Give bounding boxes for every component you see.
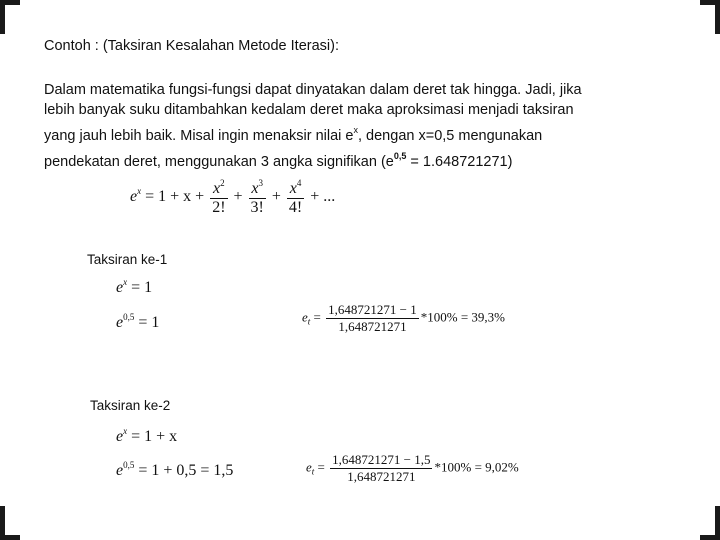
- estimate-2-label: Taksiran ke-2: [90, 398, 171, 413]
- paragraph-line-3-text-end: , dengan x=0,5 mengunakan: [358, 128, 543, 144]
- series-term-2: [210, 178, 227, 217]
- term-4-num-base: x: [289, 180, 297, 197]
- paragraph-line-3-text: yang jauh lebih baik. Misal ingin menaksir nilai e: [44, 128, 354, 144]
- corner-bottom-left-v: [0, 506, 5, 540]
- estimate-1-eq-2: [116, 312, 159, 332]
- est1-err-eq: =: [313, 309, 321, 325]
- est2-err-result: *100% = 9,02%: [434, 459, 519, 475]
- est2-err-base: e: [306, 459, 312, 475]
- intro-paragraph: [44, 80, 674, 172]
- term-3-num-sup: 3: [258, 178, 264, 188]
- paragraph-line-2: lebih banyak suku ditambahkan kedalam deret maka aproksimasi menjadi taksiran: [44, 102, 574, 118]
- est1-eq2-sup: 0,5: [123, 312, 135, 322]
- est1-err-fraction: [326, 302, 419, 335]
- est2-eq1-rhs: = 1 + x: [131, 428, 178, 445]
- series-plus-1: +: [233, 188, 243, 206]
- est2-err-eq: =: [317, 459, 325, 475]
- est2-eq2-sup: 0,5: [123, 460, 135, 470]
- est1-eq1-base: e: [116, 279, 124, 296]
- term-2-num-base: x: [213, 180, 221, 197]
- paragraph-line-3: [44, 120, 674, 146]
- corner-bottom-right-v: [715, 506, 720, 540]
- series-lhs-base: e: [130, 188, 138, 206]
- est2-err-fraction: [330, 452, 432, 485]
- paragraph-line-4-text-end: = 1.648721271): [406, 154, 513, 170]
- series-tail: + ...: [310, 188, 336, 206]
- est1-eq1-rhs: = 1: [131, 279, 153, 296]
- estimate-2-error-formula: [306, 452, 519, 485]
- est2-eq1-base: e: [116, 428, 124, 445]
- est2-err-den: 1,648721271: [330, 468, 432, 485]
- est1-err-sub: t: [307, 316, 311, 327]
- series-term-4: [287, 178, 304, 217]
- est2-eq1-sup: x: [123, 426, 128, 436]
- est1-eq2-rhs: = 1: [138, 314, 160, 331]
- estimate-2-eq-2: [116, 460, 233, 480]
- estimate-1-label: Taksiran ke-1: [87, 252, 168, 267]
- paragraph-line-4-text: pendekatan deret, menggunakan 3 angka signifikan (e: [44, 154, 394, 170]
- term-2-den: 2!: [212, 199, 226, 216]
- series-lhs-sup: x: [137, 186, 142, 197]
- series-plus-2: +: [271, 188, 281, 206]
- estimate-1-eq-1: [116, 277, 152, 297]
- series-term-3: [249, 178, 266, 217]
- est1-err-num: 1,648721271 − 1: [328, 302, 417, 317]
- est1-err-den: 1,648721271: [326, 318, 419, 335]
- example-heading: Contoh : (Taksiran Kesalahan Metode Iterasi):: [44, 38, 339, 54]
- corner-top-right-v: [715, 0, 720, 34]
- paragraph-line-3-sup: x: [353, 125, 358, 135]
- term-3-num-base: x: [251, 180, 259, 197]
- est2-err-sub: t: [311, 466, 315, 477]
- est1-eq1-sup: x: [123, 277, 128, 287]
- estimate-1-error-formula: [302, 302, 505, 335]
- est1-err-base: e: [302, 309, 308, 325]
- est1-err-result: *100% = 39,3%: [420, 309, 505, 325]
- term-4-den: 4!: [288, 199, 303, 216]
- paragraph-line-4-sup: 0,5: [393, 151, 407, 161]
- estimate-2-eq-1: [116, 426, 177, 446]
- paragraph-line-1: Dalam matematika fungsi-fungsi dapat dinyatakan dalam deret tak hingga. Jadi, jika: [44, 82, 582, 98]
- est2-eq2-base: e: [116, 462, 124, 479]
- corner-top-left-v: [0, 0, 5, 34]
- est2-err-num: 1,648721271 − 1,5: [332, 452, 431, 467]
- term-2-num-sup: 2: [220, 178, 225, 188]
- term-4-num-sup: 4: [296, 178, 302, 188]
- est2-eq2-rhs: = 1 + 0,5 = 1,5: [138, 462, 234, 479]
- paragraph-line-4: [44, 146, 674, 172]
- term-3-den: 3!: [250, 199, 264, 216]
- taylor-series-formula: [130, 178, 335, 217]
- est1-eq2-base: e: [116, 314, 124, 331]
- series-eq: = 1 + x +: [145, 188, 205, 206]
